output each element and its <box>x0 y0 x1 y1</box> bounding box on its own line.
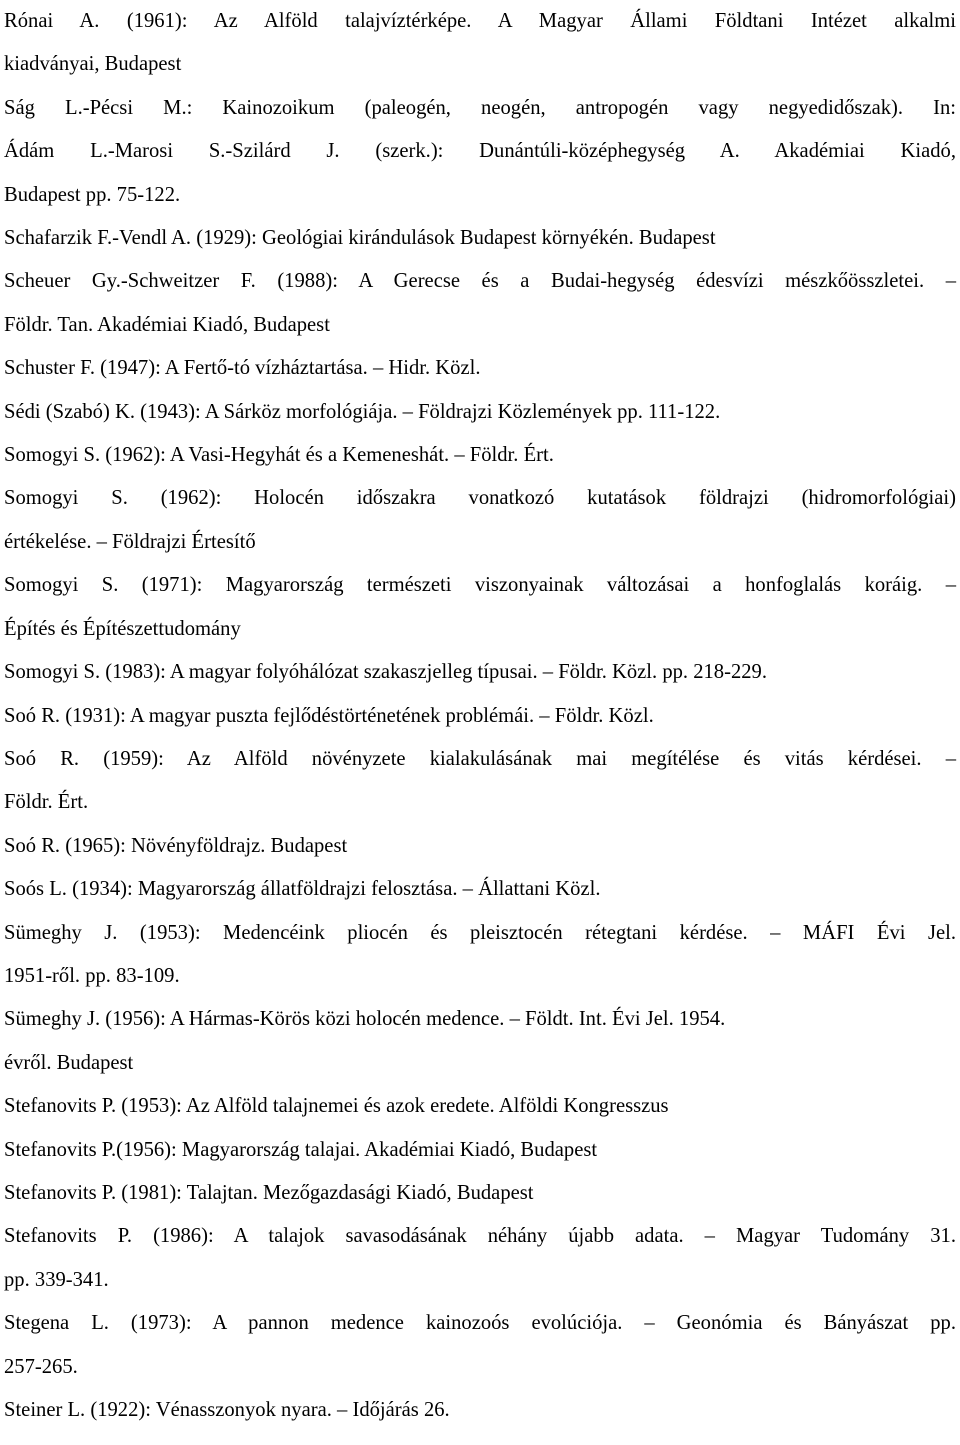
reference-line: Stefanovits P.(1956): Magyarország talajai. Akadémiai Kiadó, Budapest <box>4 1138 598 1161</box>
reference-entry <box>4 87 956 217</box>
reference-line: Ádám L.-Marosi S.-Szilárd J. (szerk.): Dunántúli-középhegység A. Akadémiai Kiadó, <box>4 140 956 163</box>
reference-entry <box>4 868 956 911</box>
reference-line: Ság L.-Pécsi M.: Kainozoikum (paleogén, neogén, antropogén vagy negyedidőszak). In: <box>4 96 956 119</box>
reference-line: Stegena L. (1973): A pannon medence kainozoós evolúciója. – Geonómia és Bányászat pp. <box>4 1312 956 1335</box>
reference-line: Stefanovits P. (1953): Az Alföld talajnemei és azok eredete. Alföldi Kongresszus <box>4 1095 669 1118</box>
reference-entry <box>4 695 956 738</box>
reference-line: Schafarzik F.-Vendl A. (1929): Geológiai kirándulások Budapest környékén. Budapest <box>4 227 716 250</box>
reference-entry <box>4 651 956 694</box>
reference-list <box>4 0 956 1432</box>
reference-line: évről. Budapest <box>4 1051 134 1074</box>
reference-entry <box>4 1172 956 1215</box>
reference-entry <box>4 0 956 87</box>
reference-line: Építés és Építészettudomány <box>4 617 241 640</box>
reference-line: Scheuer Gy.-Schweitzer F. (1988): A Gerecse és a Budai-hegység édesvízi mészkőösszletei. – <box>4 270 956 293</box>
reference-line: Stefanovits P. (1981): Talajtan. Mezőgazdasági Kiadó, Budapest <box>4 1181 534 1204</box>
reference-line: Sédi (Szabó) K. (1943): A Sárköz morfológiája. – Földrajzi Közlemények pp. 111-122. <box>4 400 721 423</box>
reference-line: Soó R. (1959): Az Alföld növényzete kialakulásának mai megítélése és vitás kérdései. – <box>4 747 956 770</box>
reference-line: Somogyi S. (1962): Holocén időszakra vonatkozó kutatások földrajzi (hidromorfológiai) <box>4 487 956 510</box>
reference-line: pp. 339-341. <box>4 1268 109 1291</box>
reference-line: 1951-ről. pp. 83-109. <box>4 964 180 987</box>
reference-entry <box>4 1389 956 1432</box>
reference-entry <box>4 825 956 868</box>
reference-entry <box>4 1085 956 1128</box>
reference-line: Steiner L. (1922): Vénasszonyok nyara. – Időjárás 26. <box>4 1399 450 1421</box>
reference-line: 257-265. <box>4 1355 78 1378</box>
reference-entry <box>4 477 956 564</box>
reference-entry <box>4 564 956 651</box>
reference-entry <box>4 1129 956 1172</box>
reference-line: Soós L. (1934): Magyarország állatföldrajzi felosztása. – Állattani Közl. <box>4 878 601 901</box>
reference-line: értékelése. – Földrajzi Értesítő <box>4 530 256 553</box>
reference-line: Földr. Tan. Akadémiai Kiadó, Budapest <box>4 313 330 336</box>
reference-line: Soó R. (1965): Növényföldrajz. Budapest <box>4 834 348 857</box>
reference-line: Sümeghy J. (1953): Medencéink pliocén és pleisztocén rétegtani kérdése. – MÁFI Évi Jel. <box>4 921 956 944</box>
reference-line: Budapest pp. 75-122. <box>4 183 181 206</box>
reference-line: Sümeghy J. (1956): A Hármas-Körös közi holocén medence. – Földt. Int. Évi Jel. 1954. <box>4 1008 726 1031</box>
reference-entry <box>4 434 956 477</box>
reference-line: Schuster F. (1947): A Fertő-tó vízháztartása. – Hidr. Közl. <box>4 357 481 380</box>
reference-entry <box>4 391 956 434</box>
reference-line: Somogyi S. (1983): A magyar folyóhálózat szakaszjelleg típusai. – Földr. Közl. pp. 218-229. <box>4 661 768 684</box>
reference-line: Rónai A. (1961): Az Alföld talajvíztérképe. A Magyar Állami Földtani Intézet alkalmi <box>4 10 956 32</box>
reference-line: Soó R. (1931): A magyar puszta fejlődéstörténetének problémái. – Földr. Közl. <box>4 704 654 727</box>
reference-entry <box>4 1215 956 1302</box>
reference-entry <box>4 260 956 347</box>
reference-line: Földr. Ért. <box>4 791 89 814</box>
reference-line: Stefanovits P. (1986): A talajok savasodásának néhány újabb adata. – Magyar Tudomány 31. <box>4 1225 956 1248</box>
reference-line: Somogyi S. (1962): A Vasi-Hegyhát és a Kemeneshát. – Földr. Ért. <box>4 444 554 467</box>
reference-entry <box>4 1302 956 1389</box>
reference-entry <box>4 217 956 260</box>
reference-line: kiadványai, Budapest <box>4 53 182 76</box>
reference-entry <box>4 738 956 825</box>
reference-entry <box>4 998 956 1085</box>
reference-entry <box>4 912 956 999</box>
reference-line: Somogyi S. (1971): Magyarország természeti viszonyainak változásai a honfoglalás koráig. – <box>4 574 956 597</box>
reference-entry <box>4 347 956 390</box>
